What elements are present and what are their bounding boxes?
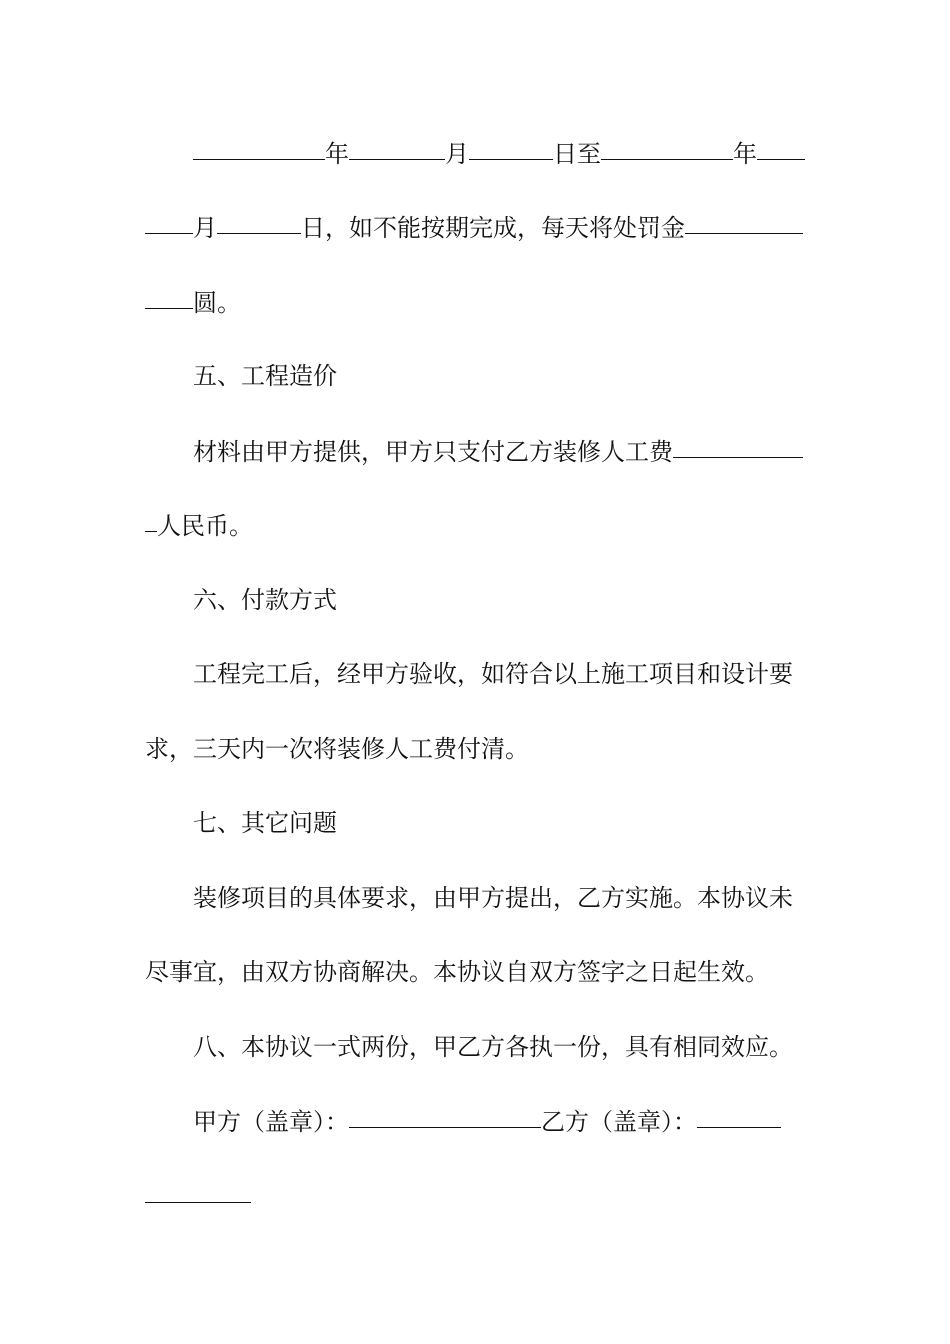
section-heading-payment: 六、付款方式 <box>193 586 337 614</box>
payment-paragraph-line-1: 工程完工后，经甲方验收，如符合以上施工项目和设计要 <box>193 660 793 688</box>
yuan-label: 圆。 <box>193 289 241 317</box>
penalty-unit-line <box>145 282 807 322</box>
blank-field <box>217 207 301 234</box>
month-label: 月 <box>445 140 469 168</box>
section-heading-copies: 八、本协议一式两份，甲乙方各执一份，具有相同效应。 <box>193 1033 793 1061</box>
signature-line-2 <box>145 1176 807 1216</box>
penalty-text: 日，如不能按期完成，每天将处罚金 <box>301 214 685 242</box>
cost-paragraph-line-2 <box>145 505 807 545</box>
day-to-label: 日至 <box>553 140 601 168</box>
cost-text: 材料由甲方提供，甲方只支付乙方装修人工费 <box>193 438 673 466</box>
date-range-line-2 <box>145 207 807 247</box>
cost-paragraph-line-1 <box>145 431 807 471</box>
blank-field <box>673 431 803 458</box>
blank-field <box>349 133 445 160</box>
party-a-label: 甲方（盖章）： <box>193 1108 349 1136</box>
blank-field <box>145 505 157 532</box>
blank-field <box>469 133 553 160</box>
signature-line <box>145 1101 807 1141</box>
year-label: 年 <box>325 140 349 168</box>
currency-text: 人民币。 <box>157 512 253 540</box>
party-b-signature-blank-cont <box>145 1176 251 1203</box>
section-heading-cost: 五、工程造价 <box>193 362 337 390</box>
date-range-line-1 <box>145 133 807 173</box>
party-a-signature-blank <box>349 1101 541 1128</box>
month-label: 月 <box>193 214 217 242</box>
blank-field <box>145 207 193 234</box>
blank-field <box>601 133 733 160</box>
party-b-signature-blank <box>697 1101 781 1128</box>
party-b-label: 乙方（盖章）： <box>541 1108 697 1136</box>
other-paragraph-line-2: 尽事宜，由双方协商解决。本协议自双方签字之日起生效。 <box>145 958 769 986</box>
blank-field <box>193 133 325 160</box>
payment-paragraph-line-2: 求，三天内一次将装修人工费付清。 <box>145 735 529 763</box>
blank-field <box>757 133 805 160</box>
blank-field <box>145 282 193 309</box>
other-paragraph-line-1: 装修项目的具体要求，由甲方提出，乙方实施。本协议未 <box>193 884 793 912</box>
blank-field <box>685 207 803 234</box>
year-label: 年 <box>733 140 757 168</box>
section-heading-other: 七、其它问题 <box>193 809 337 837</box>
